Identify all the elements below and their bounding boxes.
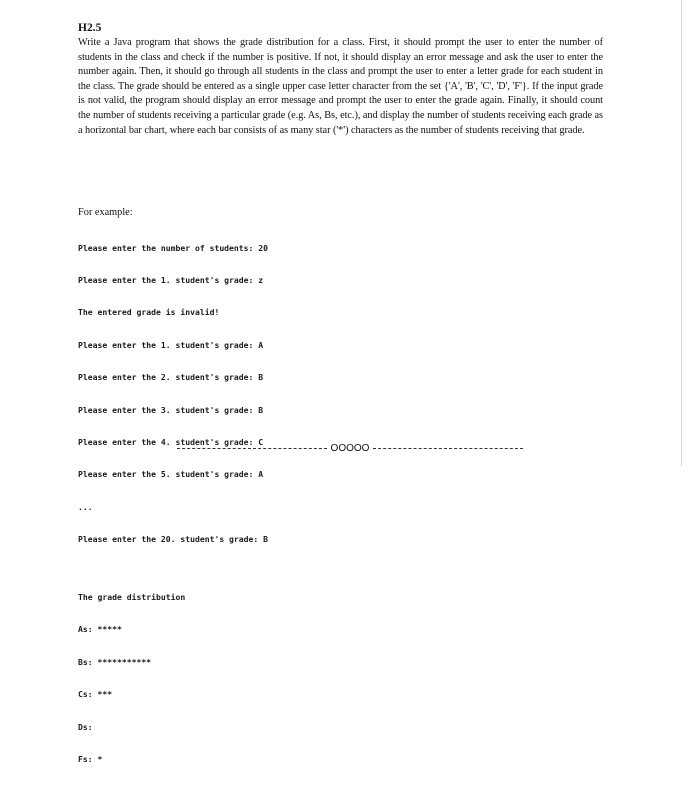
console-line: The entered grade is invalid! [78,307,220,318]
distribution-row: As: ***** [78,624,122,635]
problem-description: Write a Java program that shows the grade distribution for a class. First, it should prompt the user to enter the number of students in the class and check if the number is positive. If not, it should display an error message and ask the user to enter the number again. Then, it should go through all students in the class and prompt the user to enter a letter grade for each student in the class. The grade should be entered as a single upper case letter character from the set {'A', 'B', 'C', 'D', 'F'}. If the input grade is not valid, the program should display an error message and prompt the user to enter the grade again. Finally, it should count the number of students receiving a particular grade (e.g. As, Bs, etc.), and display the number of students receiving each grade as a horizontal bar chart, where each bar consists of as many star ('*') characters as the number of students receiving that grade. [78,37,603,136]
console-line: Please enter the 4. student's grade: C [78,436,264,447]
distribution-row: Bs: *********** [78,656,152,667]
console-line: Please enter the 1. student's grade: z [78,274,264,285]
section-footer [0,443,700,454]
footer-dash-right [373,448,523,449]
console-line: Please enter the number of students: 20 [78,242,269,253]
distribution-row: Ds: [78,721,93,732]
distribution-row: Cs: *** [78,689,113,700]
problem-heading: H2.5 [78,22,102,34]
distribution-title: The grade distribution [78,592,186,603]
console-spacer [78,567,268,571]
console-line: Please enter the 5. student's grade: A [78,469,264,480]
console-output [78,221,268,786]
console-line: Please enter the 1. student's grade: A [78,339,264,350]
page-edge-divider [681,0,682,466]
footer-marker: OOOOO [330,443,370,454]
distribution-row: Fs: * [78,754,103,765]
console-line: Please enter the 3. student's grade: B [78,404,264,415]
console-ellipsis: ... [78,501,93,512]
footer-dash-left [177,448,327,449]
console-line: Please enter the 2. student's grade: B [78,372,264,383]
example-label: For example: [78,207,133,218]
console-last-prompt: Please enter the 20. student's grade: B [78,534,269,545]
